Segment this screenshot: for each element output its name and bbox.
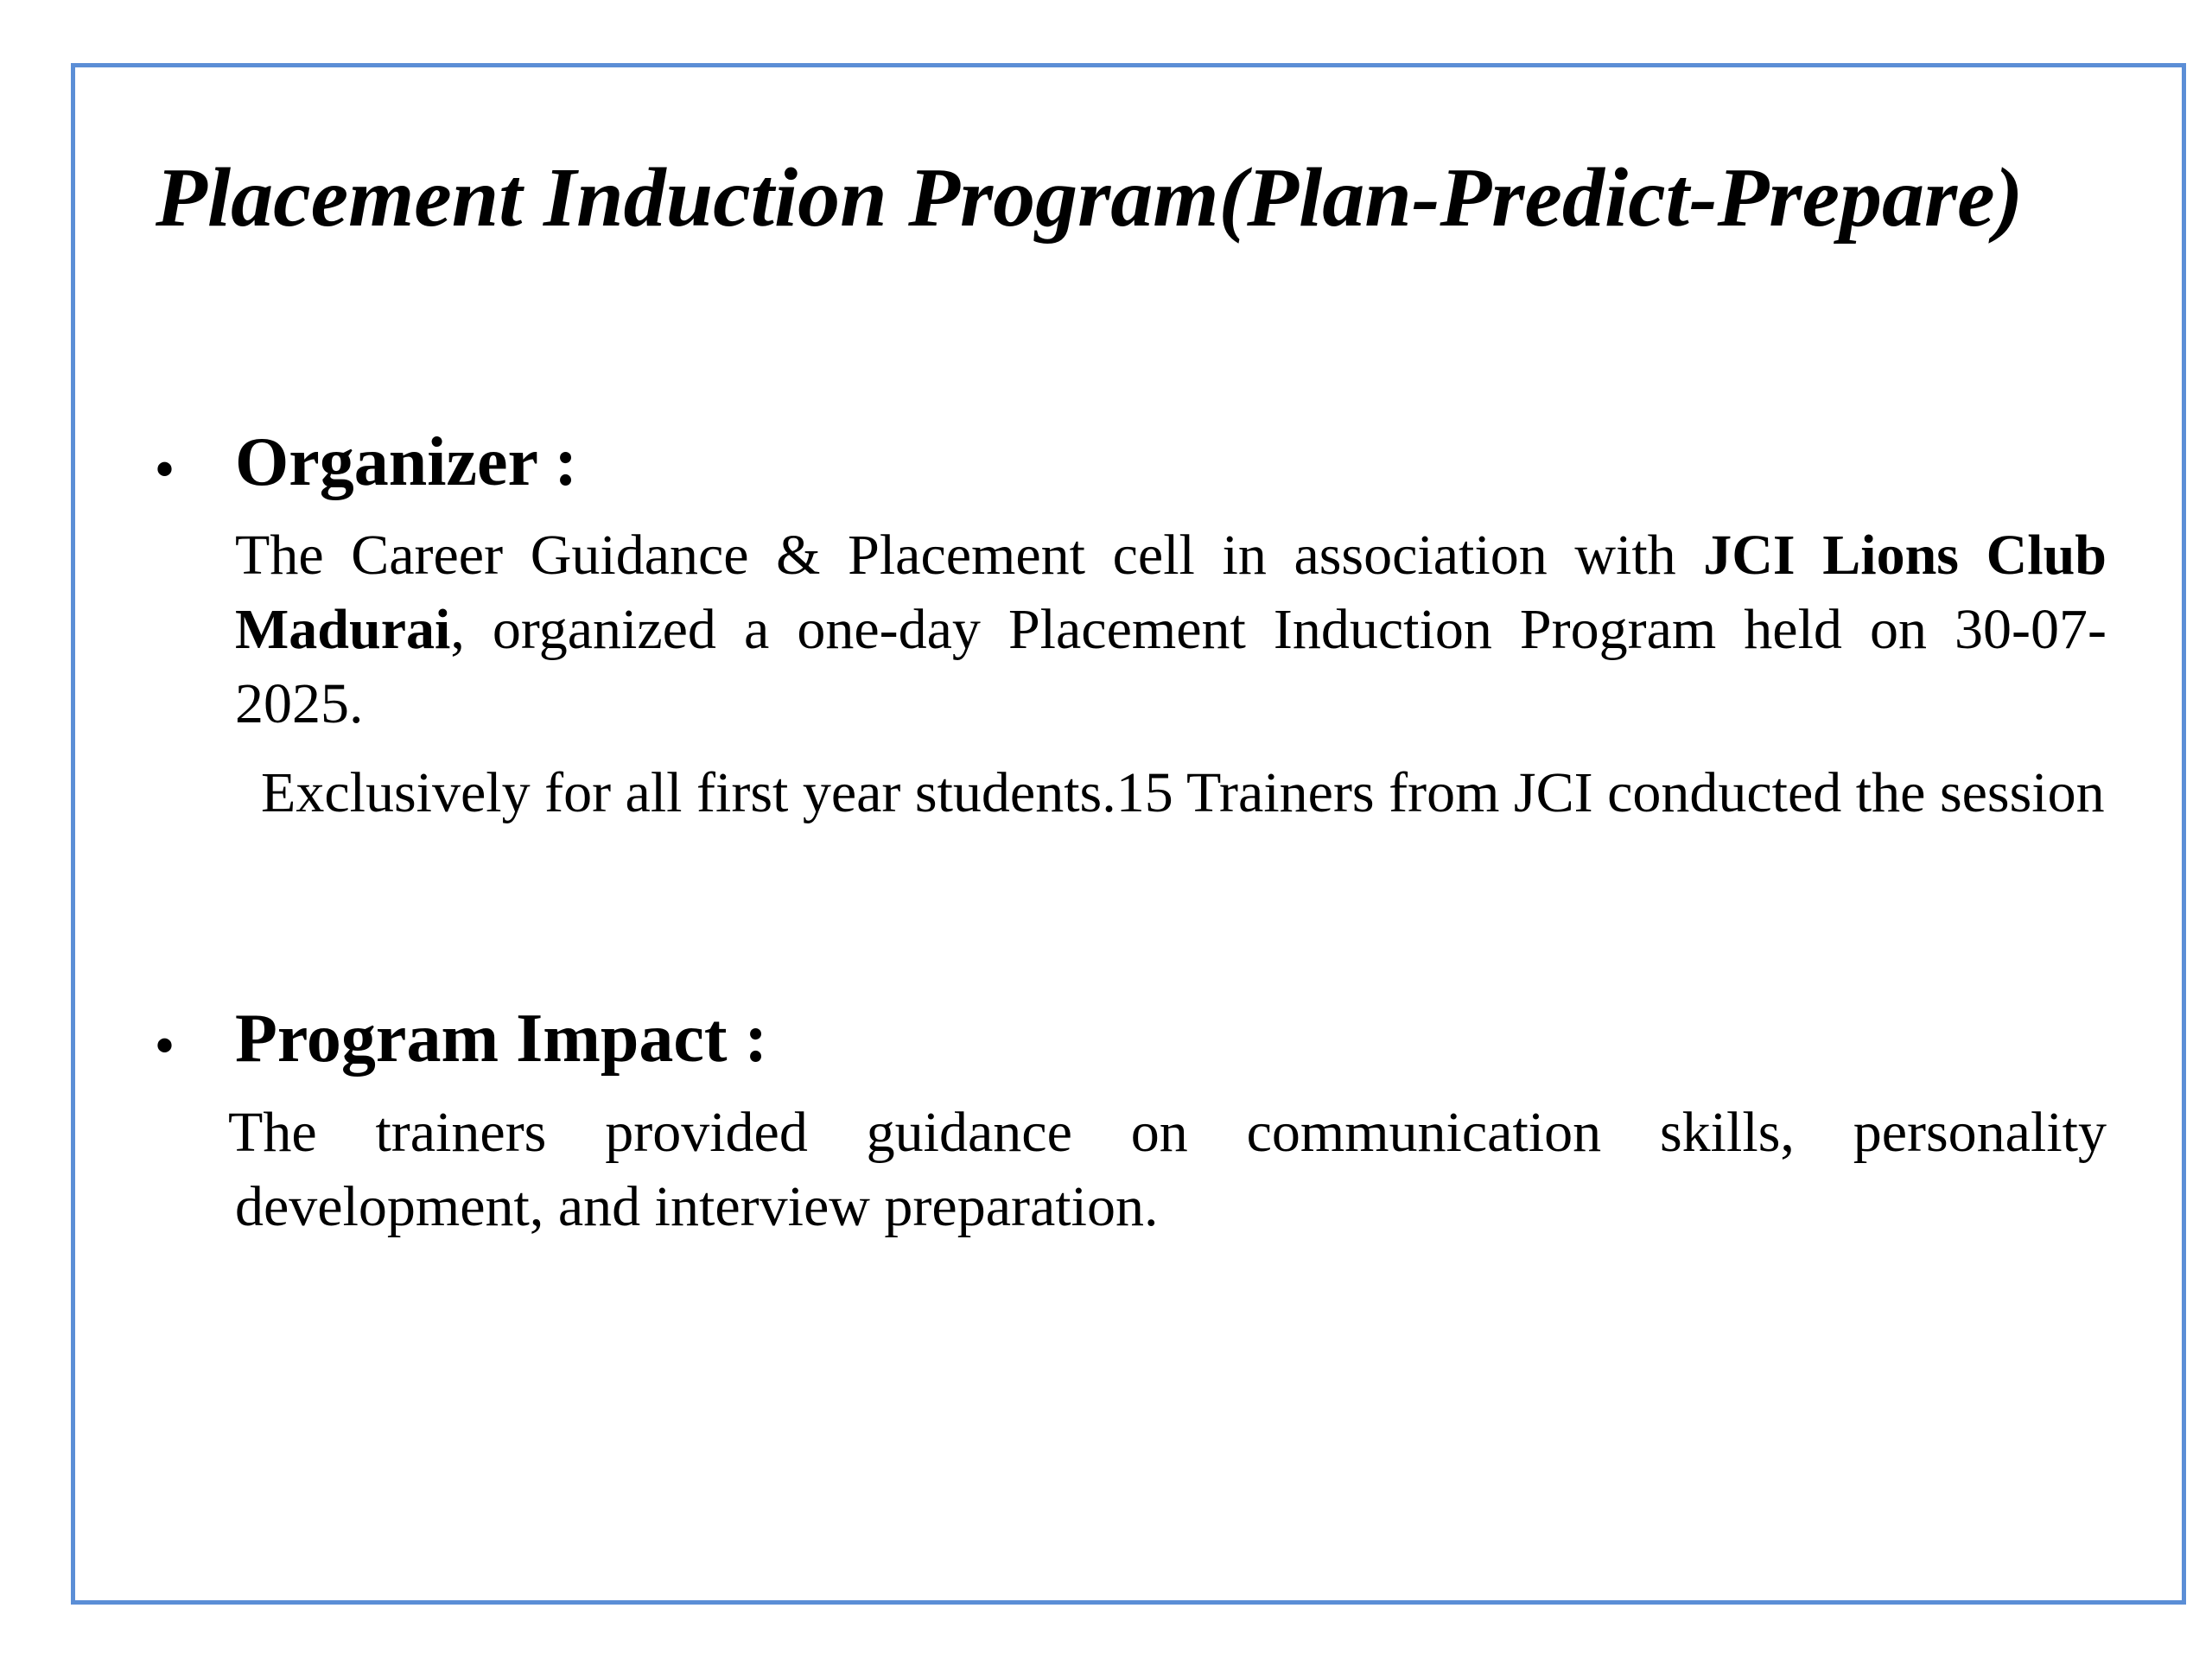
heading-text: Organizer : [235, 424, 578, 500]
organizer-paragraph [235, 518, 2107, 741]
organizer-text-b: , organized a one-day Placement Induction Program held on 30-07-2025. [235, 598, 2107, 735]
slide-title: Placement Induction Program(Plan-Predict-Prepare) [156, 151, 2024, 245]
organizer-name: JCI Lions Club Madurai [235, 524, 2107, 661]
organizer-text-a: The Career Guidance & Placement cell in association with [235, 524, 1704, 587]
impact-paragraph: The trainers provided guidance on communication skills, personality development, and interview preparation. [228, 1101, 2107, 1238]
heading-text: Program Impact : [235, 1001, 768, 1077]
section-heading-impact [156, 1001, 768, 1077]
slide-frame [71, 63, 2186, 1605]
audience-paragraph: Exclusively for all first year students.15 Trainers from JCI conducted the session [261, 761, 2105, 824]
bullet-icon: • [156, 440, 175, 498]
bullet-icon: • [156, 1016, 175, 1074]
section-heading-organizer [156, 424, 578, 500]
